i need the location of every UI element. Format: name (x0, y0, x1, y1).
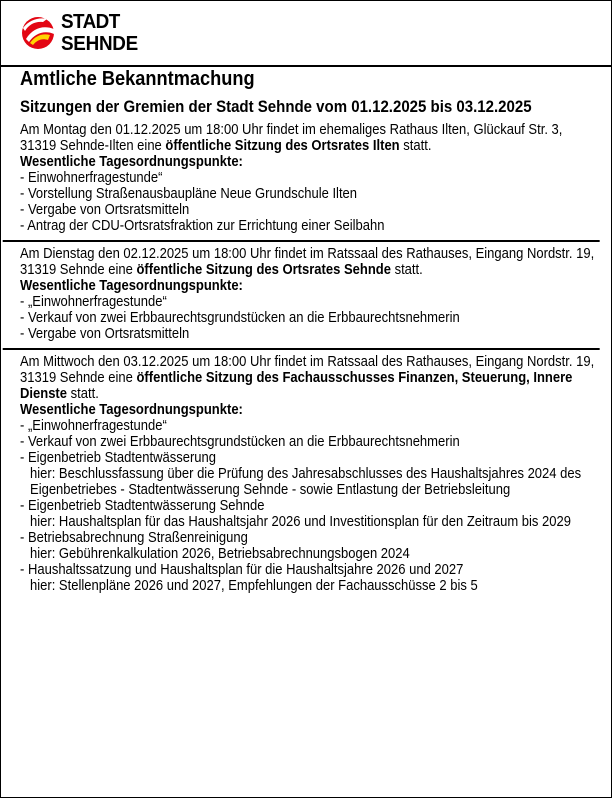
session-name: öffentliche Sitzung des Ortsrates Sehnde (136, 262, 391, 278)
session-outro: statt. (390, 262, 423, 278)
agenda-item-text: Verkauf von zwei Erbbaurechtsgrundstücken an die Erbbaurechtsnehmerin (27, 434, 460, 450)
header-divider (1, 65, 611, 67)
agenda-item-detail: hier: Stellenpläne 2026 und 2027, Empfehlungen der Fachausschüsse 2 bis 5 (30, 578, 478, 594)
session-intro: Am Mittwoch den 03.12.2025 um 18:00 Uhr findet im Ratssaal des Rathauses, Eingang Nordstr. 19, 31319 Sehnde eine (20, 354, 595, 386)
agenda-item: - Haushaltssatzung und Haushaltsplan für die Haushaltsjahre 2026 und 2027 hier: Stellenpläne 2026 und 2027, Empfehlungen der Fachausschüsse 2 bis 5 (20, 562, 600, 594)
agenda-item-text: Eigenbetrieb Stadtentwässerung (27, 450, 217, 466)
agenda-heading: Wesentliche Tagesordnungspunkte: (20, 402, 243, 418)
page-title: Amtliche Bekanntmachung (20, 68, 255, 90)
agenda-item-text: Eigenbetrieb Stadtentwässerung Sehnde (27, 498, 265, 514)
agenda-item: - Eigenbetrieb Stadtentwässerung hier: Beschlussfassung über die Prüfung des Jahresabschlusses des Haushaltsjahres 2024 des Eigenbetriebes - Stadtentwässerung Sehnde - sowie Entlastung der Betriebsleitung (20, 450, 600, 498)
agenda-item: - Vergabe von Ortsratsmitteln (20, 202, 190, 218)
session-name: öffentliche Sitzung des Fachausschusses Finanzen, Steuerung, Innere Dienste (20, 370, 573, 402)
session-description (20, 246, 600, 278)
agenda-item: - Verkauf von zwei Erbbaurechtsgrundstücken an die Erbbaurechtsnehmerin (20, 434, 460, 450)
session-outro: statt. (399, 138, 432, 154)
agenda-item-detail: hier: Beschlussfassung über die Prüfung des Jahresabschlusses des Haushaltsjahres 2024 des Eigenbetriebes - Stadtentwässerung Sehnde - sowie Entlastung der Betriebsleitung (30, 466, 582, 498)
agenda-item: - Vorstellung Straßenausbaupläne Neue Grundschule Ilten (20, 186, 358, 202)
session-intro: Am Montag den 01.12.2025 um 18:00 Uhr findet im ehemaliges Rathaus Ilten, Glückauf Str. 3, 31319 Sehnde-Ilten eine (20, 122, 563, 154)
session-notice (20, 246, 600, 342)
agenda-item-text: Betriebsabrechnung Straßenreinigung (27, 530, 248, 546)
agenda-item-text: Haushaltssatzung und Haushaltsplan für die Haushaltsjahre 2026 und 2027 (27, 562, 464, 578)
logo-text-stadt: STADT (61, 10, 120, 33)
agenda-item-detail: hier: Haushaltsplan für das Haushaltsjahr 2026 und Investitionsplan für den Zeitraum bis 2029 (30, 514, 571, 530)
stadt-sehnde-logo (21, 10, 171, 62)
agenda-item: - Betriebsabrechnung Straßenreinigung hier: Gebührenkalkulation 2026, Betriebsabrechnungsbogen 2024 (20, 530, 600, 562)
section-divider (3, 348, 600, 350)
session-name: öffentliche Sitzung des Ortsrates Ilten (165, 138, 400, 154)
session-outro: statt. (67, 386, 99, 402)
agenda-list (20, 170, 600, 234)
announcement-body (20, 68, 600, 594)
agenda-item-text: „Einwohnerfragestunde“ (27, 418, 167, 434)
agenda-item: - Vergabe von Ortsratsmitteln (20, 326, 190, 342)
session-intro: Am Dienstag den 02.12.2025 um 18:00 Uhr findet im Ratssaal des Rathauses, Eingang Nordstr. 19, 31319 Sehnde eine (20, 246, 595, 278)
page-subtitle: Sitzungen der Gremien der Stadt Sehnde vom 01.12.2025 bis 03.12.2025 (20, 98, 532, 116)
agenda-item-text: „Einwohnerfragestunde“ (27, 294, 167, 310)
agenda-item-text: Vergabe von Ortsratsmitteln (27, 326, 190, 342)
logo-text-sehnde: SEHNDE (61, 32, 138, 55)
agenda-heading: Wesentliche Tagesordnungspunkte: (20, 278, 243, 294)
city-emblem-icon (21, 12, 57, 54)
session-description (20, 122, 600, 154)
agenda-list (20, 294, 600, 342)
agenda-item: - Verkauf von zwei Erbbaurechtsgrundstücken an die Erbbaurechtsnehmerin (20, 310, 460, 326)
agenda-item-text: Antrag der CDU-Ortsratsfraktion zur Errichtung einer Seilbahn (27, 218, 385, 234)
agenda-item: - Antrag der CDU-Ortsratsfraktion zur Errichtung einer Seilbahn (20, 218, 385, 234)
agenda-list (20, 418, 600, 594)
agenda-item-text: Einwohnerfragestunde“ (27, 170, 163, 186)
session-description (20, 354, 600, 402)
sessions-list (20, 122, 600, 594)
agenda-item-text: Vergabe von Ortsratsmitteln (27, 202, 190, 218)
agenda-item-detail: hier: Gebührenkalkulation 2026, Betriebsabrechnungsbogen 2024 (30, 546, 410, 562)
agenda-item: - Eigenbetrieb Stadtentwässerung Sehnde hier: Haushaltsplan für das Haushaltsjahr 2026 und Investitionsplan für den Zeitraum bis 2029 (20, 498, 600, 530)
agenda-item: - „Einwohnerfragestunde“ (20, 418, 167, 434)
agenda-item-text: Verkauf von zwei Erbbaurechtsgrundstücken an die Erbbaurechtsnehmerin (27, 310, 460, 326)
agenda-heading: Wesentliche Tagesordnungspunkte: (20, 154, 243, 170)
session-notice (20, 122, 600, 234)
section-divider (3, 240, 600, 242)
agenda-item: - „Einwohnerfragestunde“ (20, 294, 167, 310)
agenda-item-text: Vorstellung Straßenausbaupläne Neue Grundschule Ilten (27, 186, 358, 202)
agenda-item: - Einwohnerfragestunde“ (20, 170, 163, 186)
session-notice (20, 354, 600, 594)
